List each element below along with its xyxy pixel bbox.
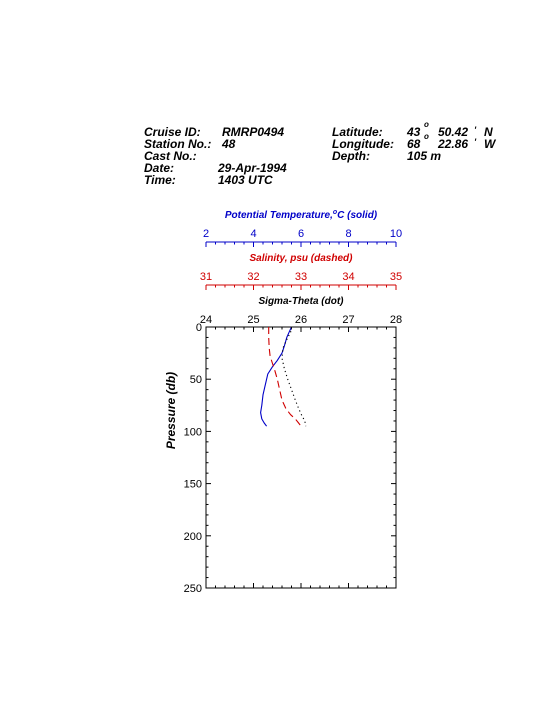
sigma-axis-title: Sigma-Theta (dot) bbox=[258, 296, 344, 307]
date-value: 29-Apr-1994 bbox=[218, 161, 287, 175]
salinity-tick-label: 33 bbox=[294, 271, 308, 283]
date-label: Date: bbox=[144, 161, 175, 175]
y-tick-label: 0 bbox=[195, 322, 202, 334]
longitude-label: Longitude: bbox=[332, 137, 394, 151]
station-value: 48 bbox=[222, 137, 236, 151]
latitude-minute-symbol: ' bbox=[474, 125, 477, 135]
time-value: 1403 UTC bbox=[218, 173, 273, 187]
sigma-tick-label: 25 bbox=[247, 314, 260, 326]
station-label: Station No.: bbox=[144, 137, 212, 151]
depth-value: 105 m bbox=[407, 149, 442, 163]
y-tick-label: 200 bbox=[183, 530, 202, 543]
temperature-axis-title: Potential Temperature,$^o$C (solid) bbox=[224, 209, 378, 221]
longitude-minutes: 22.86 bbox=[438, 137, 469, 151]
latitude-hemisphere: N bbox=[484, 125, 493, 139]
series-layer bbox=[261, 327, 306, 426]
salinity-tick-label: 31 bbox=[199, 271, 213, 283]
cruise-id-label: Cruise ID: bbox=[144, 125, 201, 139]
axes-layer bbox=[164, 209, 402, 595]
longitude-minute-symbol: ' bbox=[474, 137, 477, 147]
sigma-tick-label: 26 bbox=[294, 314, 308, 326]
salinity-tick-label: 32 bbox=[247, 271, 260, 283]
salinity-axis-title: Salinity, psu (dashed) bbox=[249, 253, 353, 264]
y-tick-label: 100 bbox=[183, 426, 202, 439]
y-tick-label: 250 bbox=[183, 583, 202, 595]
temperature-tick-label: 10 bbox=[389, 228, 403, 240]
latitude-degree-symbol: o bbox=[424, 120, 429, 129]
salinity-profile-line bbox=[269, 327, 301, 426]
temperature-tick-label: 2 bbox=[202, 228, 210, 240]
longitude-degrees: 68 bbox=[407, 137, 421, 151]
cruise-id-value: RMRP0494 bbox=[222, 125, 285, 139]
y-tick-label: 150 bbox=[183, 478, 202, 491]
longitude-degree-symbol: o bbox=[424, 132, 429, 141]
latitude-minutes: 50.42 bbox=[438, 125, 469, 139]
salinity-tick-label: 34 bbox=[342, 271, 355, 283]
longitude-hemisphere: W bbox=[484, 137, 496, 151]
temperature-tick-label: 8 bbox=[345, 228, 352, 240]
y-tick-label: 50 bbox=[189, 374, 202, 387]
latitude-degrees: 43 bbox=[407, 125, 421, 139]
temperature-tick-label: 4 bbox=[250, 228, 257, 240]
sigma-tick-label: 24 bbox=[199, 314, 213, 326]
salinity-tick-label: 35 bbox=[389, 271, 403, 283]
plot-frame bbox=[206, 327, 396, 588]
depth-label: Depth: bbox=[332, 149, 370, 163]
temperature-tick-label: 6 bbox=[297, 228, 305, 240]
y-axis-label: Pressure (db) bbox=[164, 371, 178, 450]
sigma-tick-label: 27 bbox=[342, 314, 355, 326]
latitude-label: Latitude: bbox=[332, 125, 383, 139]
sigma-tick-label: 28 bbox=[389, 314, 403, 326]
time-label: Time: bbox=[144, 173, 176, 187]
cast-label: Cast No.: bbox=[144, 149, 197, 163]
